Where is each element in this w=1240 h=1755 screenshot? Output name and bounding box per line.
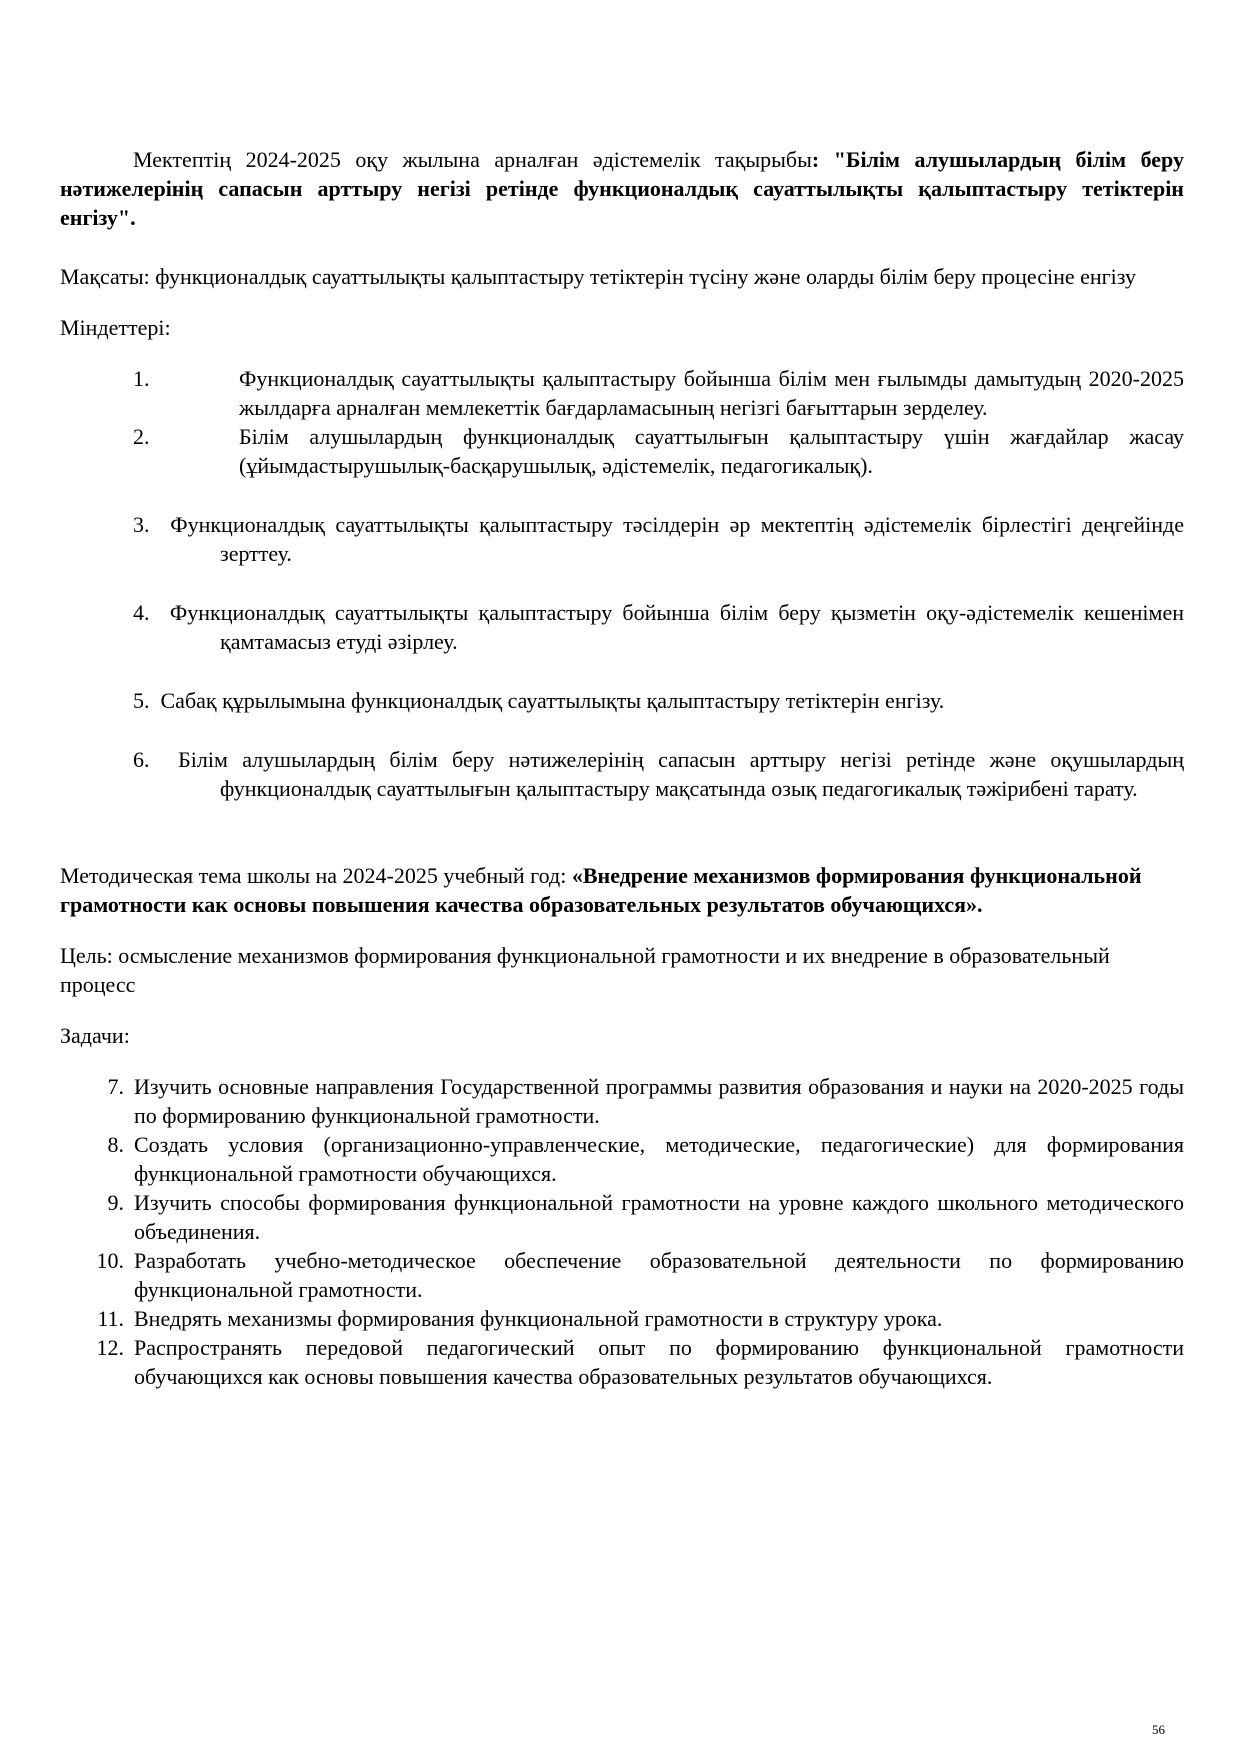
list-item-text: Изучить основные направления Государственной программы развития образования и науки на 2020-2025 годы по формированию функциональной грамотности. xyxy=(134,1074,1184,1128)
kz-tasks-heading: Міндеттері: xyxy=(60,315,171,340)
list-item-text: Функционалдық сауаттылықты қалыптастыру бойынша білім беру қызметін оқу-әдістемелік кешенімен қамтамасыз етуді әзірлеу. xyxy=(169,600,1185,654)
list-item-number: 12. xyxy=(96,1335,124,1360)
kz-theme xyxy=(60,145,1184,232)
list-item-text: Создать условия (организационно-управленческие, методические, педагогические) для формирования функциональной грамотности обучающихся. xyxy=(134,1132,1184,1186)
kz-tasks-list xyxy=(60,364,1184,803)
list-item xyxy=(133,510,1184,568)
ru-tasks-heading: Задачи: xyxy=(60,1023,130,1048)
list-item xyxy=(133,686,1184,715)
list-item-text: Функционалдық сауаттылықты қалыптастыру бойынша білім мен ғылымды дамытудың 2020-2025 жылдарға арналған мемлекеттік бағдарламасының негізгі бағыттарын зерделеу. xyxy=(239,366,1184,420)
list-item-text: Білім алушылардың функционалдық сауаттылығын қалыптастыру үшін жағдайлар жасау (ұйымдастырушылық-басқарушылық, әдістемелік, педагогикалық). xyxy=(239,424,1184,478)
list-item xyxy=(133,422,1184,480)
list-item-text: Изучить способы формирования функциональной грамотности на уровне каждого школьного методического объединения. xyxy=(134,1190,1184,1244)
list-item-text: Распространять передовой педагогический опыт по формированию функциональной грамотности обучающихся как основы повышения качества образовательных результатов обучающихся. xyxy=(134,1335,1184,1389)
list-item-number: 1. xyxy=(133,366,150,391)
list-item xyxy=(60,1246,1184,1304)
list-item-number: 10. xyxy=(96,1248,124,1273)
list-item xyxy=(60,1130,1184,1188)
page-number: 56 xyxy=(1152,1722,1165,1737)
kz-theme-colon: : xyxy=(811,147,834,172)
kz-theme-title: "Білім алушылардың білім беру нәтижелерінің сапасын арттыру негізі ретінде функционалдық сауаттылықты қалыптастыру тетіктерін енгізу". xyxy=(60,147,1184,230)
list-item xyxy=(133,364,1184,422)
list-item xyxy=(60,1304,1184,1333)
document-page xyxy=(60,145,1184,1391)
list-item-number: 9. xyxy=(107,1190,124,1215)
ru-theme xyxy=(60,861,1184,919)
list-item-number: 4. xyxy=(133,600,150,625)
list-item-text: Білім алушылардың білім беру нәтижелерінің сапасын арттыру негізі ретінде және оқушылардың функционалдық сауаттылығын қалыптастыру мақсатында озық педагогикалық тәжірибені тарату. xyxy=(178,747,1184,801)
list-item-text: Сабақ құрылымына функционалдық сауаттылықты қалыптастыру тетіктерін енгізу. xyxy=(160,688,945,713)
ru-goal: Цель: осмысление механизмов формирования функциональной грамотности и их внедрение в образовательный процесс xyxy=(60,943,1110,997)
list-item xyxy=(60,1188,1184,1246)
list-item-text: Разработать учебно-методическое обеспечение образовательной деятельности по формированию функциональной грамотности. xyxy=(134,1248,1184,1302)
list-item xyxy=(60,1333,1184,1391)
list-item xyxy=(133,745,1184,803)
list-item xyxy=(60,1072,1184,1130)
list-item-number: 7. xyxy=(107,1074,124,1099)
list-item-text: Функционалдық сауаттылықты қалыптастыру тәсілдерін әр мектептің әдістемелік бірлестігі деңгейінде зерттеу. xyxy=(170,512,1184,566)
list-item xyxy=(133,598,1184,656)
list-item-number: 6. xyxy=(133,747,150,772)
list-item-number: 8. xyxy=(107,1132,124,1157)
ru-tasks-list xyxy=(60,1072,1184,1391)
kz-theme-prefix: Мектептің 2024-2025 оқу жылына арналған әдістемелік тақырыбы xyxy=(133,147,812,172)
list-item-number: 2. xyxy=(133,424,150,449)
ru-theme-prefix: Методическая тема школы на 2024-2025 учебный год: xyxy=(60,863,572,888)
ru-theme-title: «Внедрение механизмов формирования функциональной грамотности как основы повышения качества образовательных результатов обучающихся». xyxy=(60,863,1142,917)
kz-goal: Мақсаты: функционалдық сауаттылықты қалыптастыру тетіктерін түсіну және оларды білім беру процесіне енгізу xyxy=(60,264,1137,289)
list-item-text: Внедрять механизмы формирования функциональной грамотности в структуру урока. xyxy=(134,1306,943,1331)
list-item-number: 11. xyxy=(97,1306,124,1331)
list-item-number: 3. xyxy=(133,512,150,537)
list-item-number: 5. xyxy=(133,688,150,713)
